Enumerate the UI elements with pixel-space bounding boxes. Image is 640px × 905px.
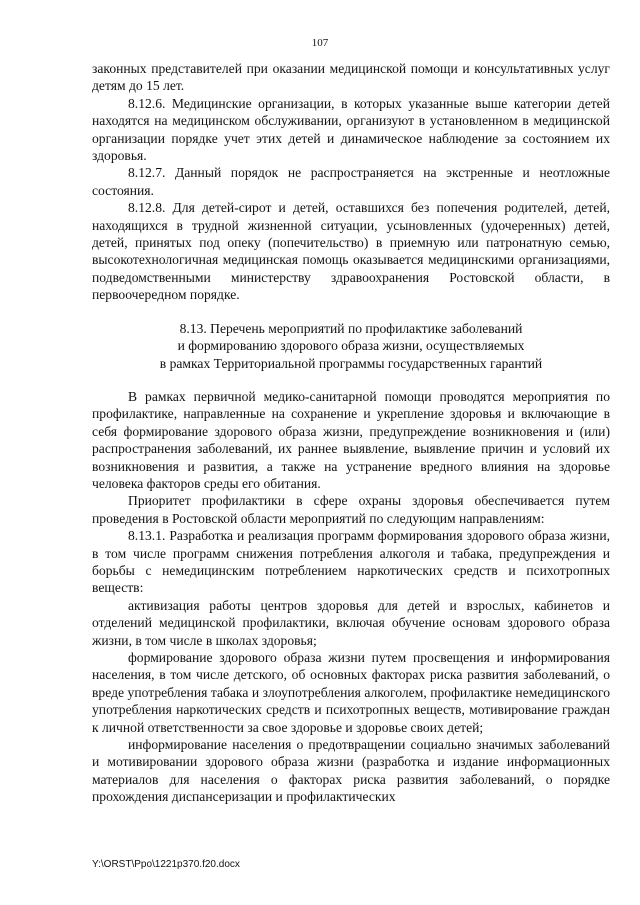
section-heading-line: в рамках Территориальной программы государственных гарантий [159,355,543,371]
paragraph: 8.13.1. Разработка и реализация программ формирования здорового образа жизни, в том числе программ снижения потребления алкоголя и табака, предупреждения и борьбы с немедицинским потреблением наркотических средств и психотропных веществ: [92,528,610,596]
paragraph: законных представителей при оказании медицинской помощи и консультативных услуг детям до 15 лет. [92,61,610,94]
paragraph: активизация работы центров здоровья для детей и взрослых, кабинетов и отделений медицинской профилактики, включая обучение основам здорового образа жизни, в том числе в школах здоровья; [92,597,610,648]
paragraph: 8.12.8. Для детей-сирот и детей, оставшихся без попечения родителей, детей, находящихся в трудной жизненной ситуации, усыновленных (удочеренных) детей, детей, принятых под опеку (попечительство) в приемную или патронатную семью, высокотехнологичная медицинская помощь оказывается медицинскими организациями, подведомственными министерству здравоохранения Ростовской области, в первоочередном порядке. [92,200,610,303]
paragraph: информирование населения о предотвращении социально значимых заболеваний и мотивировании здорового образа жизни (разработка и издание информационных материалов для населения о факторах риска развития заболеваний, о порядке прохождения диспансеризации и профилактических [92,737,610,805]
paragraph: 8.12.6. Медицинские организации, в которых указанные выше категории детей находятся на медицинском обслуживании, организуют в установленном в медицинской организации порядке учет этих детей и динамическое наблюдение за состоянием их здоровья. [92,95,610,164]
paragraph: формирование здорового образа жизни путем просвещения и информирования населения, в том числе детского, об основных факторах риска развития заболеваний, о вреде употребления табака и злоупотребления алкоголем, профилактике немедицинского употребления наркотических средств и психотропных веществ, мотивирование граждан к личной ответственности за свое здоровье и здоровье своих детей; [92,650,610,735]
page-number: 107 [311,37,329,49]
section-heading-line: и формированию здорового образа жизни, осуществляемых [177,338,525,354]
paragraph: В рамках первичной медико-санитарной помощи проводятся мероприятия по профилактике, направленные на сохранение и укрепление здоровья и включающие в себя формирование здорового образа жизни, предупреждение возникновения и (или) распространения заболеваний, их раннее выявление, выявление причин и условий их возникновения и развития, а также на устранение вредного влияния на здоровье человека факторов среды его обитания. [92,388,610,491]
paragraph: 8.12.7. Данный порядок не распространяется на экстренные и неотложные состояния. [92,165,610,198]
file-path-footer: Y:\ORST\Ppo\1221p370.f20.docx [92,859,240,870]
section-heading [92,320,610,372]
paragraph: Приоритет профилактики в сфере охраны здоровья обеспечивается путем проведения в Ростовской области мероприятий по следующим направлениям: [92,493,610,526]
document-body [92,60,610,806]
section-heading-line: 8.13. Перечень мероприятий по профилактике заболеваний [179,320,523,336]
